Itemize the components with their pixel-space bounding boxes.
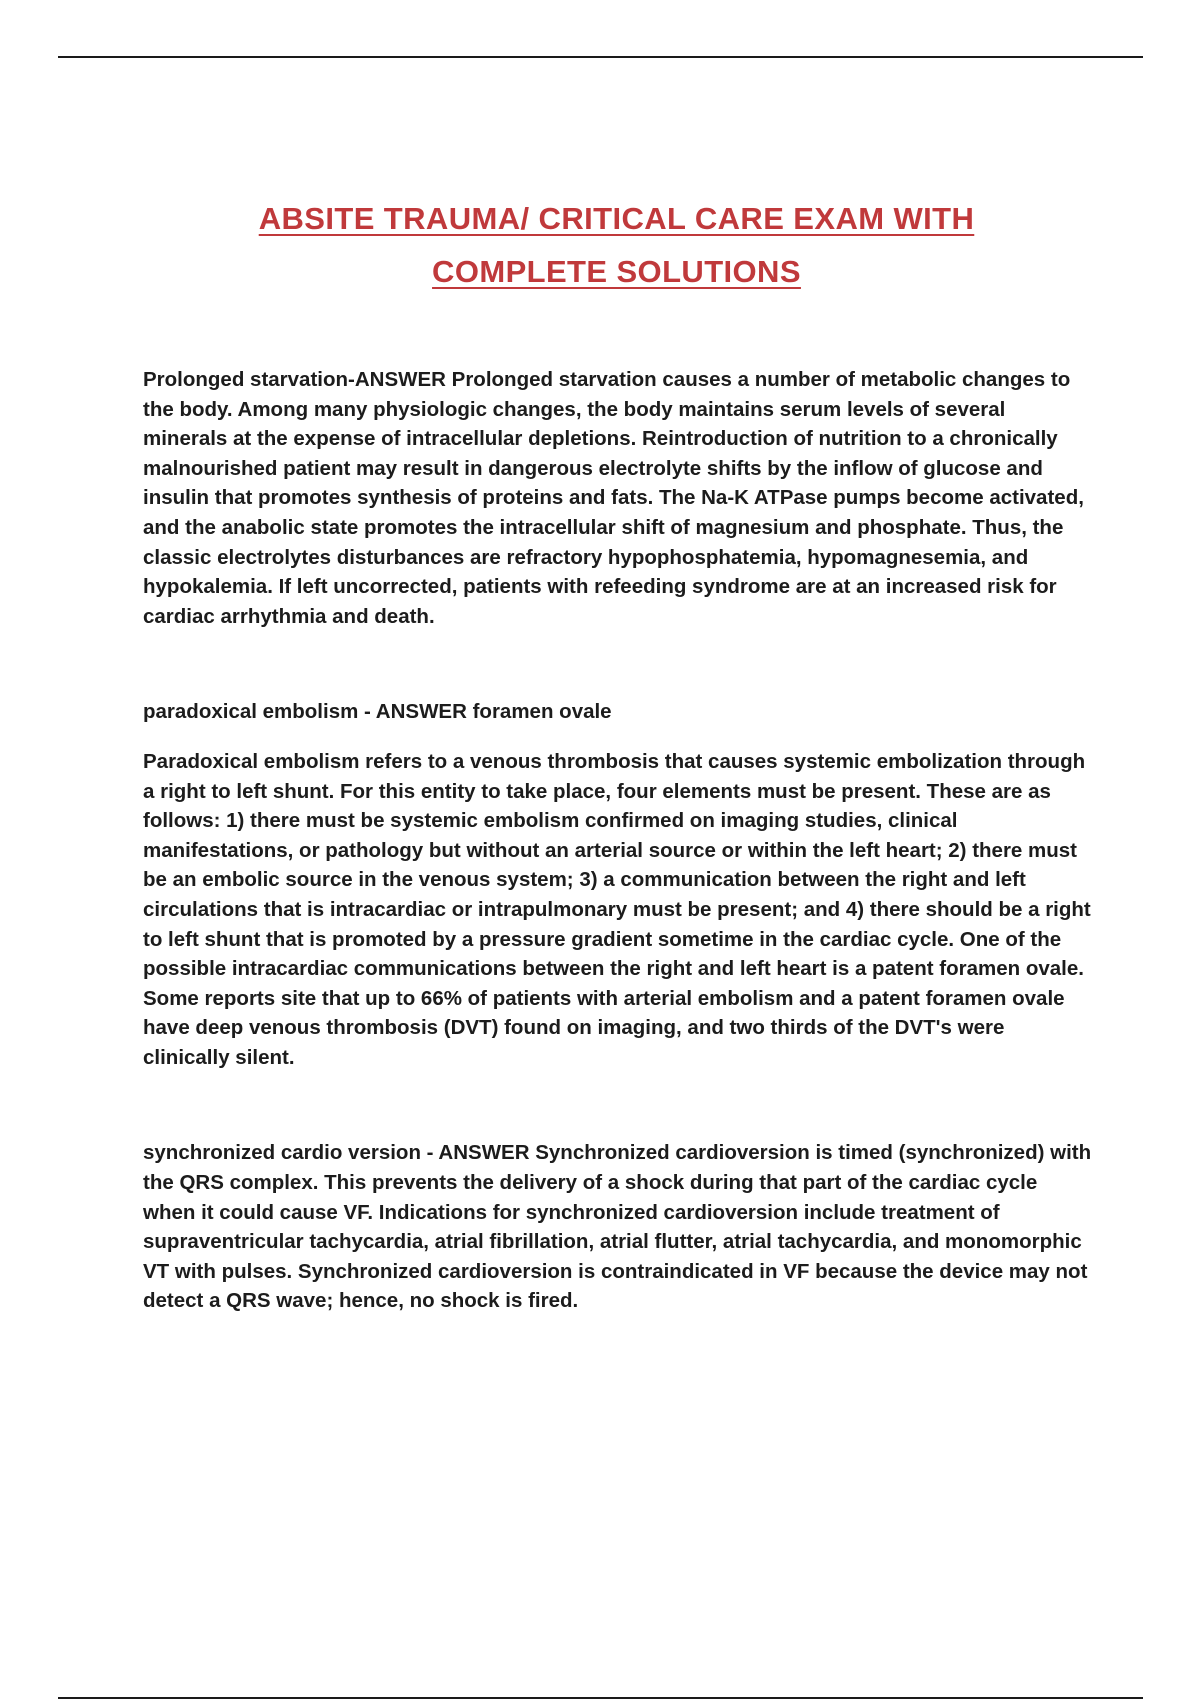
document-body [143,365,1097,1316]
header-rule [58,56,1143,58]
document-title [180,192,1053,298]
footer-rule [58,1697,1143,1699]
entry-synchronized-cardioversion: synchronized cardio version - ANSWER Synchronized cardioversion is timed (synchronized) with the QRS complex. This prevents the delivery of a shock during that part of the cardiac cycle when it could cause VF. Indications for synchronized cardioversion include treatment of supraventricular tachycardia, atrial fibrillation, atrial flutter, atrial tachycardia, and monomorphic VT with pulses. Synchronized cardioversion is contraindicated in VF because the device may not detect a QRS wave; hence, no shock is fired. [143,1141,1097,1313]
entry-prolonged-starvation: Prolonged starvation-ANSWER Prolonged starvation causes a number of metabolic changes to the body. Among many physiologic changes, the body maintains serum levels of several minerals at the expense of intracellular depletions. Reintroduction of nutrition to a chronically malnourished patient may result in dangerous electrolyte shifts by the inflow of glucose and insulin that promotes synthesis of proteins and fats. The Na-K ATPase pumps become activated, and the anabolic state promotes the intracellular shift of magnesium and phosphate. Thus, the classic electrolytes disturbances are refractory hypophosphatemia, hypomagnesemia, and hypokalemia. If left uncorrected, patients with refeeding syndrome are at an increased risk for cardiac arrhythmia and death. [143,368,1084,628]
document-title-line-2: COMPLETE SOLUTIONS [432,254,801,289]
entry-paradoxical-embolism-question: paradoxical embolism - ANSWER foramen ovale [143,700,612,724]
document-title-line-1: ABSITE TRAUMA/ CRITICAL CARE EXAM WITH [258,201,975,236]
entry-paradoxical-embolism-answer: Paradoxical embolism refers to a venous thrombosis that causes systemic embolization through a right to left shunt. For this entity to take place, four elements must be present. These are as follows: 1) there must be systemic embolism confirmed on imaging studies, clinical manifestations, or pathology but without an arterial source or within the left heart; 2) there must be an embolic source in the venous system; 3) a communication between the right and left circulations that is intracardiac or intrapulmonary must be present; and 4) there should be a right to left shunt that is promoted by a pressure gradient sometime in the cardiac cycle. One of the possible intracardiac communications between the right and left heart is a patent foramen ovale. Some reports site that up to 66% of patients with arterial embolism and a patent foramen ovale have deep venous thrombosis (DVT) found on imaging, and two thirds of the DVT's were clinically silent. [143,749,1091,1069]
